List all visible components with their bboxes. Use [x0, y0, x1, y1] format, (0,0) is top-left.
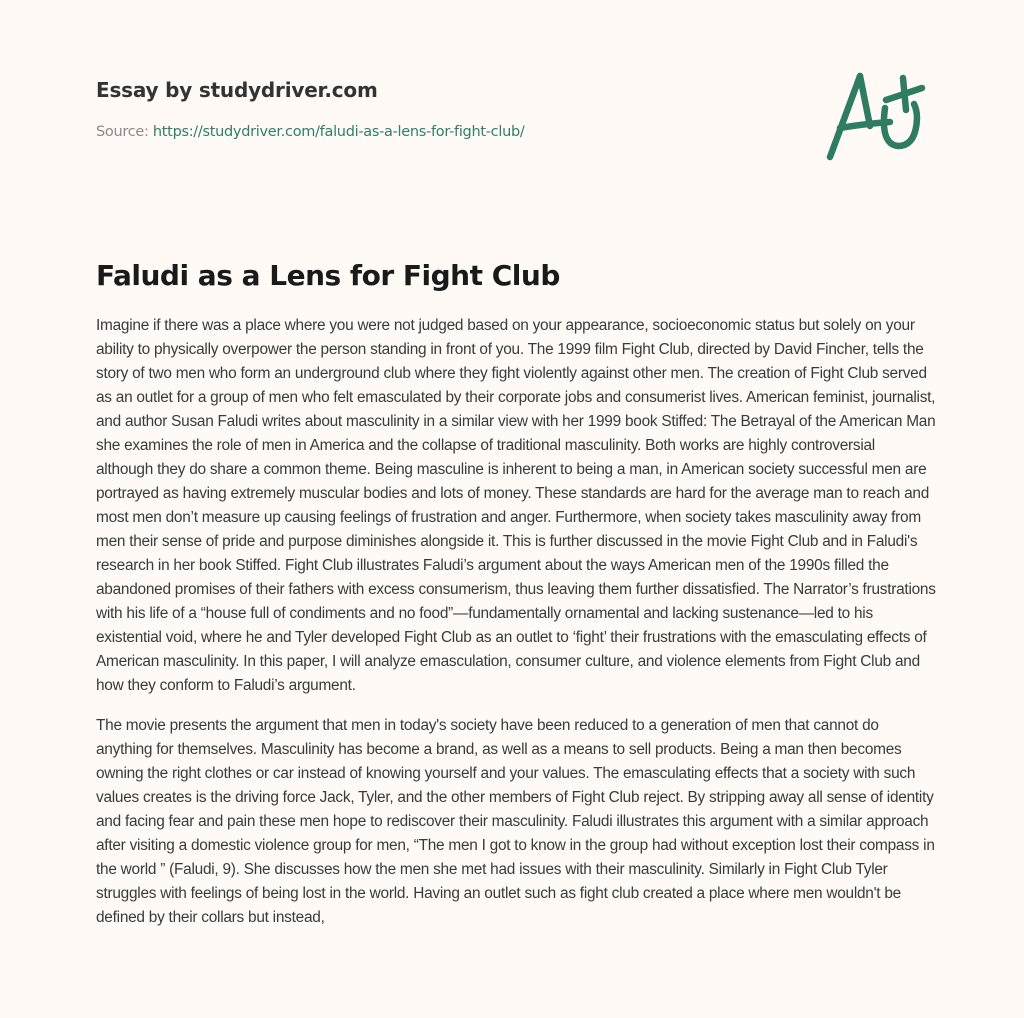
essay-body	[96, 314, 936, 946]
essay-paragraph-1: Imagine if there was a place where you were not judged based on your appearance, socioeconomic status but solely on your ability to physically overpower the person standing in front of you. The 1999 film Fight Club, directed by David Fincher, tells the story of two men who form an underground club where they fight violently against other men. The creation of Fight Club served as an outlet for a group of men who felt emasculated by their corporate jobs and consumerist lives. American feminist, journalist, and author Susan Faludi writes about masculinity in a similar view with her 1999 book Stiffed: The Betrayal of the American Man she examines the role of men in America and the collapse of traditional masculinity. Both works are highly controversial although they do share a common theme. Being masculine is inherent to being a man, in American society successful men are portrayed as having extremely muscular bodies and lots of money. These standards are hard for the average man to reach and most men don’t measure up causing feelings of frustration and anger. Furthermore, when society takes masculinity away from men their sense of pride and purpose diminishes alongside it. This is further discussed in the movie Fight Club and in Faludi's research in her book Stiffed. Fight Club illustrates Faludi’s argument about the ways American men of the 1990s filled the abandoned promises of their fathers with excess consumerism, thus leaving them further dissatisfied. The Narrator’s frustrations with his life of a “house full of condiments and no food”—fundamentally ornamental and lacking sustenance—led to his existential void, where he and Tyler developed Fight Club as an outlet to ‘fight’ their frustrations with the emasculating effects of American masculinity. In this paper, I will analyze emasculation, consumer culture, and violence elements from Fight Club and how they conform to Faludi’s argument.	[96, 317, 936, 694]
essay-title: Faludi as a Lens for Fight Club	[96, 259, 560, 292]
site-title: Essay by studydriver.com	[96, 78, 378, 102]
a-plus-grade-icon	[818, 64, 938, 168]
source-label: Source:	[96, 124, 153, 140]
page-header	[96, 76, 796, 142]
source-link[interactable]: https://studydriver.com/faludi-as-a-lens-for-fight-club/	[152, 124, 525, 140]
essay-paragraph-2: The movie presents the argument that men in today's society have been reduced to a generation of men that cannot do anything for themselves. Masculinity has become a brand, as well as a means to sell products. Being a man then becomes owning the right clothes or car instead of knowing yourself and your values. The emasculating effects that a society with such values creates is the driving force Jack, Tyler, and the other members of Fight Club reject. By stripping away all sense of identity and facing fear and pain these men hope to rediscover their masculinity. Faludi illustrates this argument with a similar approach after visiting a domestic violence group for men, “The men I got to know in the group had without exception lost their compass in the world ” (Faludi, 9). She discusses how the men she met had issues with their masculinity. Similarly in Fight Club Tyler struggles with feelings of being lost in the world. Having an outlet such as fight club created a place where men wouldn't be defined by their collars but instead,	[96, 717, 935, 926]
source-line	[96, 122, 796, 142]
